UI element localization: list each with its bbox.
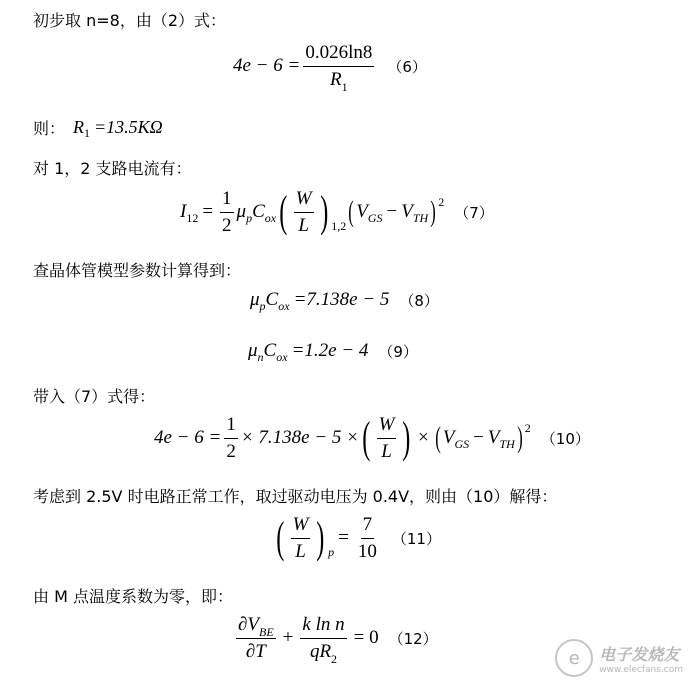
eq7-tag: （7） <box>454 203 494 222</box>
result-prefix: 则： <box>33 119 66 138</box>
text-line-2: 对 1，2 支路电流有： <box>33 159 192 178</box>
eq7-half: $\frac{1}{2}$ <box>222 188 232 236</box>
text-line-4: 带入（7）式得： <box>33 387 156 406</box>
eq9-tag: （9） <box>378 342 418 361</box>
watermark-url: www.elecfans.com <box>599 664 683 675</box>
equation-12: $\frac{\partial V_{BE}}{\partial T}$ + $\frac{\text{k ln n}}{qR_2}$ = 0 （12） <box>238 614 438 666</box>
text-line-5: 考虑到 2.5V 时电路正常工作，取过驱动电压为 0.4V，则由（10）解得： <box>33 487 558 506</box>
text-line-3: 查晶体管模型参数计算得到： <box>33 261 242 280</box>
watermark <box>555 639 683 677</box>
eq6-denominator: $R_1$ <box>330 68 348 94</box>
watermark-name: 电子发烧友 <box>599 644 680 664</box>
equation-11: ( $\frac{W}{L}$ ) p = $\frac{7}{10}$ （11） <box>276 513 441 563</box>
equation-8: μ p C ox =7.138e − 5 （8） <box>250 289 439 313</box>
eq11-tag: （11） <box>391 529 441 548</box>
eq6-numerator: 0.026ln8 <box>303 42 374 67</box>
equation-10: 4e − 6 = $\frac{1}{2}$ × 7.138e − 5 × ( $\frac{W}{L}$ ) × ( V GS − V TH ) 2 （10） <box>154 413 590 463</box>
eq10-wl: $\frac{W}{L}$ <box>378 414 395 462</box>
eq6-lhs: 4e − 6 = <box>233 55 301 77</box>
eq12-tag: （12） <box>388 629 438 648</box>
result-var: R <box>73 117 85 137</box>
eq10-tag: （10） <box>540 429 590 448</box>
equation-6 <box>233 42 427 94</box>
eq8-tag: （8） <box>399 291 439 310</box>
equation-9: μ n C ox =1.2e − 4 （9） <box>248 340 418 364</box>
eq10-half: $\frac{1}{2}$ <box>226 414 236 462</box>
eq7-wl: $\frac{W}{L}$ <box>295 188 312 236</box>
result-sub: 1 <box>84 126 91 140</box>
elecfans-logo-icon: e <box>555 639 593 677</box>
eq7-lhs: I <box>180 201 187 223</box>
equation-7: I 12 = $\frac{1}{2}$ μ p C ox ( $\frac{W}{L}$ ) 1,2 ( V GS − V TH ) 2 （7） <box>180 187 494 237</box>
eq6-fraction <box>303 42 374 94</box>
text-line-6: 由 M 点温度系数为零，即： <box>33 587 233 606</box>
eq6-tag: （6） <box>387 57 427 76</box>
result-line <box>33 116 163 139</box>
result-value: =13.5KΩ <box>94 117 163 137</box>
text-line-1: 初步取 n=8，由（2）式： <box>33 11 226 30</box>
